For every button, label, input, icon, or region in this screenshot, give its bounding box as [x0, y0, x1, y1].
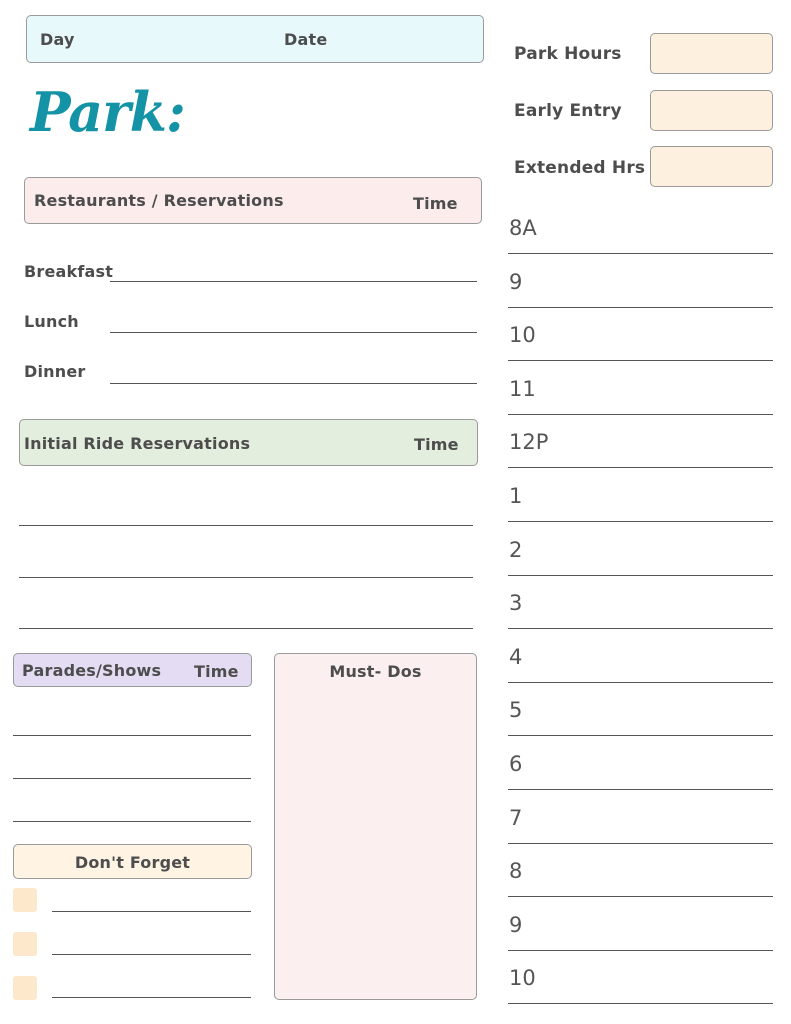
- parade-line[interactable]: [13, 778, 251, 779]
- schedule-hour-label: 10: [509, 323, 536, 348]
- hourly-schedule: [508, 200, 773, 1005]
- schedule-hour-line[interactable]: [508, 1003, 773, 1004]
- dont-forget-line[interactable]: [52, 997, 251, 998]
- schedule-hour-label: 8A: [509, 216, 537, 240]
- dinner-line[interactable]: [110, 383, 477, 384]
- schedule-hour-label: 4: [509, 644, 523, 669]
- schedule-hour-label: 8: [509, 859, 523, 884]
- day-label: Day: [40, 30, 75, 49]
- restaurants-time-label: Time: [413, 194, 458, 213]
- breakfast-line[interactable]: [110, 281, 477, 282]
- ride-reservations-header: [19, 419, 478, 466]
- schedule-hour-line[interactable]: [508, 307, 773, 308]
- schedule-hour-label: 3: [509, 591, 523, 616]
- ride-line[interactable]: [19, 628, 473, 629]
- schedule-hour-label: 9: [509, 269, 523, 294]
- parades-title: Parades/Shows: [22, 661, 162, 680]
- date-label: Date: [284, 30, 328, 49]
- schedule-hour-line[interactable]: [508, 896, 773, 897]
- schedule-hour-label: 2: [509, 537, 523, 562]
- restaurants-title: Restaurants / Reservations: [34, 191, 284, 210]
- dont-forget-line[interactable]: [52, 911, 251, 912]
- schedule-hour-line[interactable]: [508, 521, 773, 522]
- restaurants-header: [24, 177, 482, 224]
- parade-line[interactable]: [13, 821, 251, 822]
- schedule-hour-label: 7: [509, 805, 523, 830]
- schedule-hour-label: 11: [509, 376, 536, 401]
- dont-forget-checkbox[interactable]: [13, 976, 37, 1000]
- day-date-header: [26, 15, 484, 63]
- dont-forget-checkbox[interactable]: [13, 888, 37, 912]
- schedule-hour-label: 6: [509, 752, 523, 776]
- schedule-hour-line[interactable]: [508, 414, 773, 415]
- parades-time-label: Time: [194, 662, 239, 681]
- schedule-hour-label: 12P: [509, 430, 549, 455]
- schedule-hour-line[interactable]: [508, 575, 773, 576]
- lunch-label: Lunch: [24, 312, 79, 331]
- schedule-hour-label: 9: [509, 912, 523, 937]
- schedule-hour-line[interactable]: [508, 253, 773, 254]
- lunch-line[interactable]: [110, 332, 477, 333]
- extended-hours-field[interactable]: [650, 146, 773, 187]
- park-title: Park:: [30, 80, 185, 144]
- schedule-hour-line[interactable]: [508, 789, 773, 790]
- breakfast-label: Breakfast: [24, 262, 114, 281]
- dinner-label: Dinner: [24, 362, 86, 381]
- must-dos-box[interactable]: [274, 653, 477, 1000]
- schedule-hour-label: 10: [509, 966, 536, 991]
- schedule-hour-line[interactable]: [508, 950, 773, 951]
- parade-line[interactable]: [13, 735, 251, 736]
- schedule-hour-line[interactable]: [508, 735, 773, 736]
- schedule-hour-line[interactable]: [508, 843, 773, 844]
- ride-reservations-time-label: Time: [414, 435, 459, 454]
- dont-forget-title: Don't Forget: [74, 853, 191, 872]
- schedule-hour-label: 1: [509, 484, 523, 508]
- schedule-hour-line[interactable]: [508, 360, 773, 361]
- schedule-hour-line[interactable]: [508, 628, 773, 629]
- schedule-hour-line[interactable]: [508, 682, 773, 683]
- ride-line[interactable]: [19, 525, 473, 526]
- extended-hours-label: Extended Hrs: [514, 158, 646, 178]
- early-entry-label: Early Entry: [514, 101, 622, 121]
- must-dos-title: Must- Dos: [329, 662, 422, 681]
- parades-header: [13, 653, 252, 687]
- dont-forget-line[interactable]: [52, 954, 251, 955]
- dont-forget-checkbox[interactable]: [13, 932, 37, 956]
- park-hours-label: Park Hours: [514, 44, 622, 64]
- ride-reservations-title: Initial Ride Reservations: [24, 434, 251, 453]
- dont-forget-header: [13, 844, 252, 879]
- schedule-hour-label: 5: [509, 698, 523, 723]
- ride-line[interactable]: [19, 577, 473, 578]
- park-hours-field[interactable]: [650, 33, 773, 74]
- schedule-hour-line[interactable]: [508, 467, 773, 468]
- early-entry-field[interactable]: [650, 90, 773, 131]
